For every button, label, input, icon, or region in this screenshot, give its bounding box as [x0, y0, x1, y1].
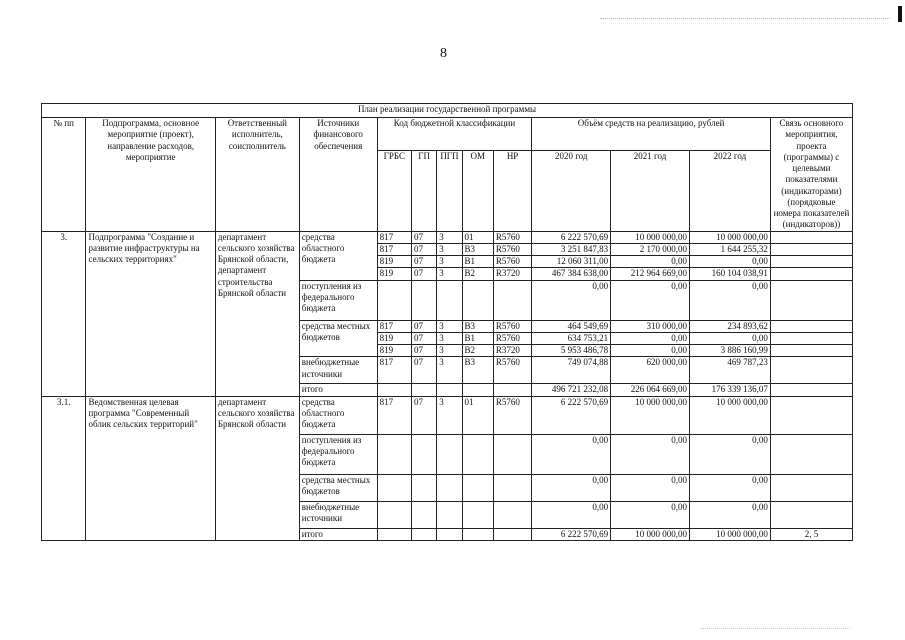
code-om — [462, 280, 493, 320]
amount-2022: 0,00 — [690, 332, 771, 344]
header-np: НР — [493, 151, 531, 232]
total-label: итого — [299, 384, 377, 396]
code-om: 01 — [462, 231, 493, 243]
code-gp: 07 — [412, 345, 437, 357]
section-executor: департамент сельского хозяйства Брянской области — [215, 396, 299, 540]
amount-2022: 0,00 — [690, 256, 771, 268]
header-budget-code: Код бюджетной классификации — [377, 118, 532, 151]
empty-code-cell — [437, 384, 462, 396]
scan-artifact — [700, 628, 850, 630]
indicator-link — [770, 231, 852, 243]
code-pgp: 3 — [437, 256, 462, 268]
amount-2022: 160 104 038,91 — [690, 268, 771, 280]
total-indicator-link: 2, 5 — [770, 528, 852, 540]
code-om — [462, 501, 493, 528]
indicator-link — [770, 501, 852, 528]
code-gp: 07 — [412, 231, 437, 243]
code-grbs: 819 — [377, 268, 411, 280]
code-grbs: 817 — [377, 320, 411, 332]
amount-2021: 620 000,00 — [611, 357, 690, 384]
header-2020: 2020 год — [532, 151, 611, 232]
code-np: R5760 — [493, 357, 531, 384]
indicator-link — [770, 474, 852, 501]
code-gp: 07 — [412, 357, 437, 384]
section-executor: департамент сельского хозяйства Брянской области, департамент строительства Брянской области — [215, 231, 299, 396]
code-grbs: 819 — [377, 332, 411, 344]
code-pgp: 3 — [437, 320, 462, 332]
empty-code-cell — [462, 384, 493, 396]
header-2022: 2022 год — [690, 151, 771, 232]
amount-2021: 0,00 — [611, 280, 690, 320]
code-np — [493, 474, 531, 501]
amount-2020: 0,00 — [532, 280, 611, 320]
scan-artifact — [600, 18, 890, 20]
amount-2021: 2 170 000,00 — [611, 243, 690, 255]
code-grbs — [377, 474, 411, 501]
funding-source: внебюджетные источники — [299, 357, 377, 384]
code-om: 01 — [462, 396, 493, 434]
code-pgp: 3 — [437, 332, 462, 344]
amount-2022: 1 644 255,32 — [690, 243, 771, 255]
funding-source: внебюджетные источники — [299, 501, 377, 528]
funding-source: средства областного бюджета — [299, 231, 377, 280]
code-om: В1 — [462, 256, 493, 268]
amount-2021: 0,00 — [611, 501, 690, 528]
code-grbs — [377, 434, 411, 474]
amount-2021: 0,00 — [611, 434, 690, 474]
code-grbs: 817 — [377, 243, 411, 255]
amount-2022: 469 787,23 — [690, 357, 771, 384]
section-number: 3. — [42, 231, 86, 396]
amount-2022: 0,00 — [690, 474, 771, 501]
code-gp: 07 — [412, 332, 437, 344]
code-om: В1 — [462, 332, 493, 344]
section-name: Подпрограмма "Создание и развитие инфраструктуры на сельских территориях" — [86, 231, 215, 396]
code-np: R5760 — [493, 243, 531, 255]
code-gp: 07 — [412, 396, 437, 434]
amount-2020: 0,00 — [532, 501, 611, 528]
empty-code-cell — [412, 528, 437, 540]
total-amount-2021: 226 064 669,00 — [611, 384, 690, 396]
empty-code-cell — [412, 384, 437, 396]
indicator-link — [770, 243, 852, 255]
amount-2021: 0,00 — [611, 345, 690, 357]
total-amount-2022: 10 000 000,00 — [690, 528, 771, 540]
indicator-link — [770, 280, 852, 320]
amount-2022: 10 000 000,00 — [690, 231, 771, 243]
total-amount-2022: 176 339 136,07 — [690, 384, 771, 396]
code-pgp: 3 — [437, 345, 462, 357]
code-om: В2 — [462, 345, 493, 357]
code-pgp: 3 — [437, 268, 462, 280]
code-om: В3 — [462, 357, 493, 384]
header-subprogram: Подпрограмма, основное мероприятие (проект), направление расходов, мероприятие — [86, 118, 215, 232]
code-np: R3720 — [493, 268, 531, 280]
indicator-link — [770, 320, 852, 332]
funding-source: средства местных бюджетов — [299, 474, 377, 501]
indicator-link — [770, 256, 852, 268]
header-sources: Источники финансового обеспечения — [299, 118, 377, 232]
empty-code-cell — [377, 528, 411, 540]
code-gp: 07 — [412, 268, 437, 280]
header-om: ОМ — [462, 151, 493, 232]
code-np: R5760 — [493, 256, 531, 268]
scan-edge-mark — [898, 6, 902, 22]
code-om — [462, 434, 493, 474]
code-gp: 07 — [412, 320, 437, 332]
total-label: итого — [299, 528, 377, 540]
code-grbs: 817 — [377, 357, 411, 384]
amount-2021: 0,00 — [611, 474, 690, 501]
amount-2021: 0,00 — [611, 256, 690, 268]
code-pgp — [437, 474, 462, 501]
total-amount-2020: 496 721 232,08 — [532, 384, 611, 396]
amount-2020: 634 753,21 — [532, 332, 611, 344]
amount-2021: 212 964 669,00 — [611, 268, 690, 280]
code-pgp — [437, 280, 462, 320]
amount-2022: 0,00 — [690, 280, 771, 320]
funding-source: поступления из федерального бюджета — [299, 280, 377, 320]
code-om: В3 — [462, 320, 493, 332]
funding-source: средства областного бюджета — [299, 396, 377, 434]
code-np — [493, 501, 531, 528]
amount-2020: 3 251 847,83 — [532, 243, 611, 255]
table-row — [42, 231, 853, 243]
table-title: План реализации государственной программы — [42, 104, 853, 118]
header-grbs: ГРБС — [377, 151, 411, 232]
code-np: R5760 — [493, 332, 531, 344]
code-gp — [412, 474, 437, 501]
funding-source: поступления из федерального бюджета — [299, 434, 377, 474]
code-np: R5760 — [493, 396, 531, 434]
code-gp — [412, 501, 437, 528]
code-np: R5760 — [493, 231, 531, 243]
empty-code-cell — [462, 528, 493, 540]
indicator-link — [770, 332, 852, 344]
total-amount-2020: 6 222 570,69 — [532, 528, 611, 540]
amount-2022: 234 893,62 — [690, 320, 771, 332]
code-gp: 07 — [412, 243, 437, 255]
funding-source: средства местных бюджетов — [299, 320, 377, 357]
page-number: 8 — [440, 46, 447, 61]
header-no: № пп — [42, 118, 86, 232]
program-plan-table — [41, 103, 853, 541]
amount-2020: 12 060 311,00 — [532, 256, 611, 268]
code-pgp — [437, 434, 462, 474]
code-grbs: 817 — [377, 231, 411, 243]
header-executor: Ответственный исполнитель, соисполнитель — [215, 118, 299, 232]
code-om — [462, 474, 493, 501]
header-pgp: ПГП — [437, 151, 462, 232]
code-pgp: 3 — [437, 396, 462, 434]
amount-2022: 10 000 000,00 — [690, 396, 771, 434]
amount-2020: 749 074,88 — [532, 357, 611, 384]
amount-2021: 0,00 — [611, 332, 690, 344]
header-gp: ГП — [412, 151, 437, 232]
amount-2021: 310 000,00 — [611, 320, 690, 332]
code-pgp: 3 — [437, 243, 462, 255]
header-volume: Объём средств на реализацию, рублей — [532, 118, 771, 151]
empty-code-cell — [493, 384, 531, 396]
total-indicator-link — [770, 384, 852, 396]
code-np — [493, 280, 531, 320]
code-grbs: 817 — [377, 396, 411, 434]
code-pgp: 3 — [437, 231, 462, 243]
code-np: R3720 — [493, 345, 531, 357]
code-grbs — [377, 501, 411, 528]
code-pgp: 3 — [437, 357, 462, 384]
empty-code-cell — [437, 528, 462, 540]
code-np: R5760 — [493, 320, 531, 332]
empty-code-cell — [377, 384, 411, 396]
code-pgp — [437, 501, 462, 528]
section-name: Ведомственная целевая программа "Современный облик сельских территорий" — [86, 396, 215, 540]
amount-2022: 3 886 160,99 — [690, 345, 771, 357]
section-number: 3.1. — [42, 396, 86, 540]
amount-2022: 0,00 — [690, 434, 771, 474]
table-row — [42, 396, 853, 434]
code-grbs: 819 — [377, 345, 411, 357]
indicator-link — [770, 434, 852, 474]
indicator-link — [770, 396, 852, 434]
header-link: Связь основного мероприятия, проекта (программы) с целевыми показателями (индикаторами) (порядковые номера показателей (индикаторов)) — [770, 118, 852, 232]
code-np — [493, 434, 531, 474]
indicator-link — [770, 345, 852, 357]
amount-2020: 6 222 570,69 — [532, 231, 611, 243]
amount-2020: 0,00 — [532, 434, 611, 474]
code-grbs: 819 — [377, 256, 411, 268]
code-om: В2 — [462, 268, 493, 280]
amount-2020: 464 549,69 — [532, 320, 611, 332]
empty-code-cell — [493, 528, 531, 540]
amount-2022: 0,00 — [690, 501, 771, 528]
amount-2020: 0,00 — [532, 474, 611, 501]
table-body — [42, 231, 853, 540]
code-om: В3 — [462, 243, 493, 255]
total-amount-2021: 10 000 000,00 — [611, 528, 690, 540]
indicator-link — [770, 268, 852, 280]
amount-2021: 10 000 000,00 — [611, 396, 690, 434]
code-gp: 07 — [412, 256, 437, 268]
header-2021: 2021 год — [611, 151, 690, 232]
code-grbs — [377, 280, 411, 320]
amount-2020: 6 222 570,69 — [532, 396, 611, 434]
amount-2020: 5 953 486,78 — [532, 345, 611, 357]
code-gp — [412, 280, 437, 320]
amount-2020: 467 384 638,00 — [532, 268, 611, 280]
indicator-link — [770, 357, 852, 384]
code-gp — [412, 434, 437, 474]
amount-2021: 10 000 000,00 — [611, 231, 690, 243]
